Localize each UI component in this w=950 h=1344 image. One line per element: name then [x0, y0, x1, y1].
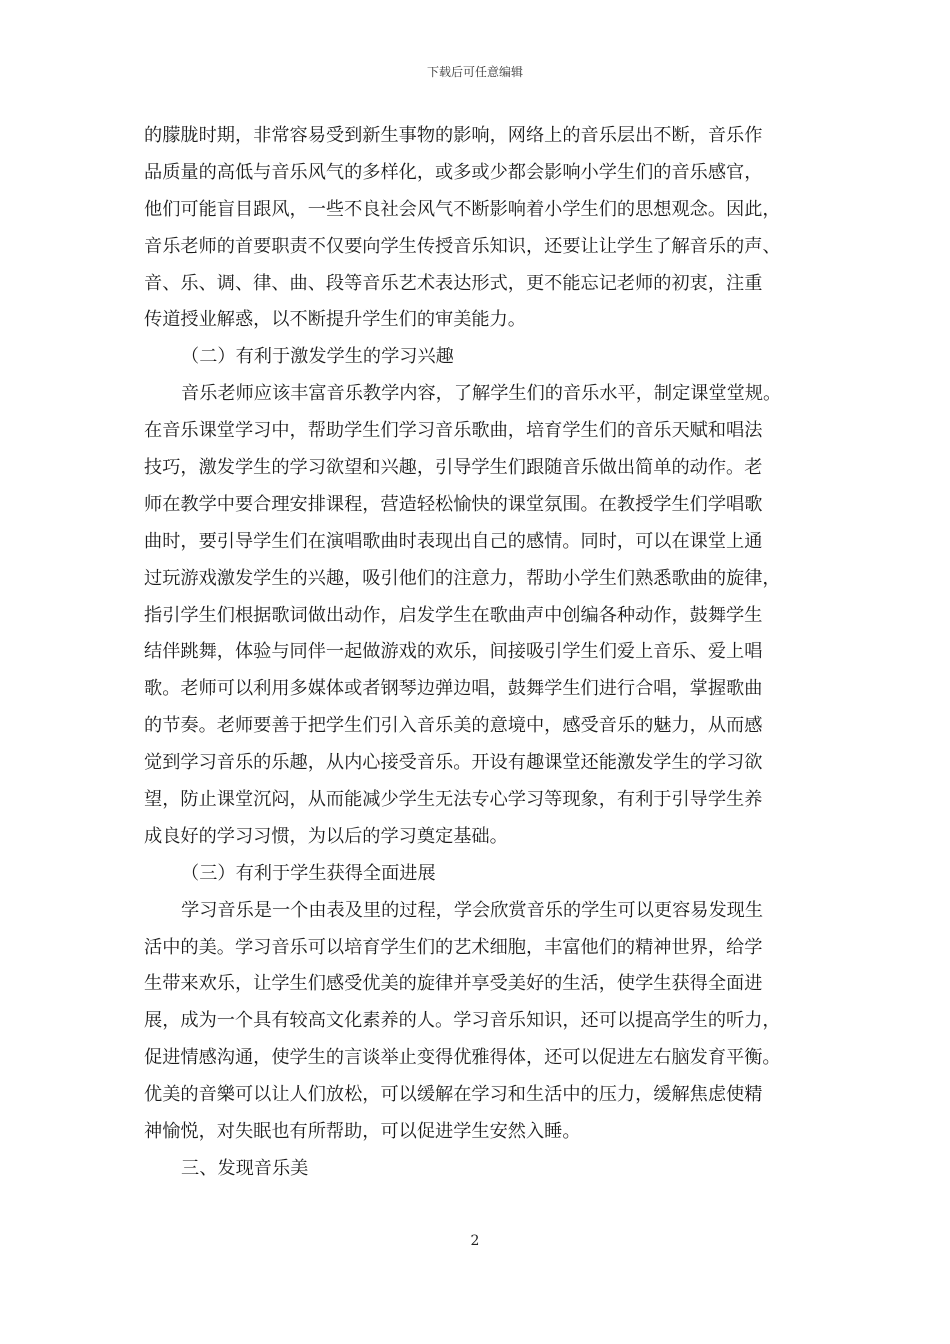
- body-line: 展，成为一个具有较高文化素养的人。学习音乐知识，还可以提高学生的听力，: [144, 1010, 781, 1032]
- section-heading: （二）有利于激发学生的学习兴趣: [181, 346, 454, 368]
- body-line: 音、乐、调、律、曲、段等音乐艺术表达形式，更不能忘记老师的初衷，注重: [144, 272, 763, 294]
- paragraph-first-line: 学习音乐是一个由表及里的过程，学会欣赏音乐的学生可以更容易发现生: [181, 899, 764, 921]
- document-body: [144, 118, 806, 1188]
- body-line: 传道授业解惑，以不断提升学生们的审美能力。: [144, 309, 526, 331]
- body-line: 指引学生们根据歌词做出动作，启发学生在歌曲声中创编各种动作，鼓舞学生: [144, 604, 763, 626]
- body-line: 活中的美。学习音乐可以培育学生们的艺术细胞，丰富他们的精神世界，给学: [144, 936, 763, 958]
- body-line: 神愉悦，对失眠也有所帮助，可以促进学生安然入睡。: [144, 1121, 581, 1143]
- body-line: 师在教学中要合理安排课程，营造轻松愉快的课堂氛围。在教授学生们学唱歌: [144, 493, 763, 515]
- paragraph-first-line: 音乐老师应该丰富音乐教学内容，了解学生们的音乐水平，制定课堂堂规。: [181, 383, 782, 405]
- body-line: 他们可能盲目跟风，一些不良社会风气不断影响着小学生们的思想观念。因此，: [144, 198, 781, 220]
- body-line: 曲时，要引导学生们在演唱歌曲时表现出自己的感情。同时，可以在课堂上通: [144, 530, 763, 552]
- body-line: 生带来欢乐，让学生们感受优美的旋律并享受美好的生活，使学生获得全面进: [144, 973, 763, 995]
- body-line: 觉到学习音乐的乐趣，从内心接受音乐。开设有趣课堂还能激发学生的学习欲: [144, 752, 763, 774]
- body-line: 结伴跳舞，体验与同伴一起做游戏的欢乐，间接吸引学生们爱上音乐、爱上唱: [144, 641, 763, 663]
- body-line: 歌。老师可以利用多媒体或者钢琴边弹边唱，鼓舞学生们进行合唱，掌握歌曲: [144, 678, 763, 700]
- body-line: 在音乐课堂学习中，帮助学生们学习音乐歌曲，培育学生们的音乐天赋和唱法: [144, 420, 763, 442]
- section-heading: 三、发现音乐美: [181, 1157, 309, 1179]
- body-line: 的朦胧时期，非常容易受到新生事物的影响，网络上的音乐层出不断，音乐作: [144, 125, 763, 146]
- body-line: 音乐老师的首要职责不仅要向学生传授音乐知识，还要让让学生了解音乐的声、: [144, 235, 781, 257]
- body-line: 过玩游戏激发学生的兴趣，吸引他们的注意力，帮助小学生们熟悉歌曲的旋律，: [144, 567, 781, 589]
- section-heading: （三）有利于学生获得全面进展: [181, 862, 436, 884]
- body-line: 的节奏。老师要善于把学生们引入音乐美的意境中，感受音乐的魅力，从而感: [144, 715, 763, 737]
- body-line: 成良好的学习习惯，为以后的学习奠定基础。: [144, 825, 508, 847]
- body-line: 品质量的高低与音乐风气的多样化，或多或少都会影响小学生们的音乐感官，: [144, 161, 763, 183]
- body-line: 促进情感沟通，使学生的言谈举止变得优雅得体，还可以促进左右脑发育平衡。: [144, 1047, 781, 1069]
- page-header: 下载后可任意编辑: [426, 65, 523, 79]
- page-number: 2: [470, 1233, 480, 1249]
- body-line: 望，防止课堂沉闷，从而能减少学生无法专心学习等现象，有利于引导学生养: [144, 789, 763, 811]
- body-line: 优美的音樂可以让人们放松，可以缓解在学习和生活中的压力，缓解焦虑使精: [144, 1084, 763, 1106]
- body-line: 技巧，激发学生的学习欲望和兴趣，引导学生们跟随音乐做出简单的动作。老: [144, 457, 763, 479]
